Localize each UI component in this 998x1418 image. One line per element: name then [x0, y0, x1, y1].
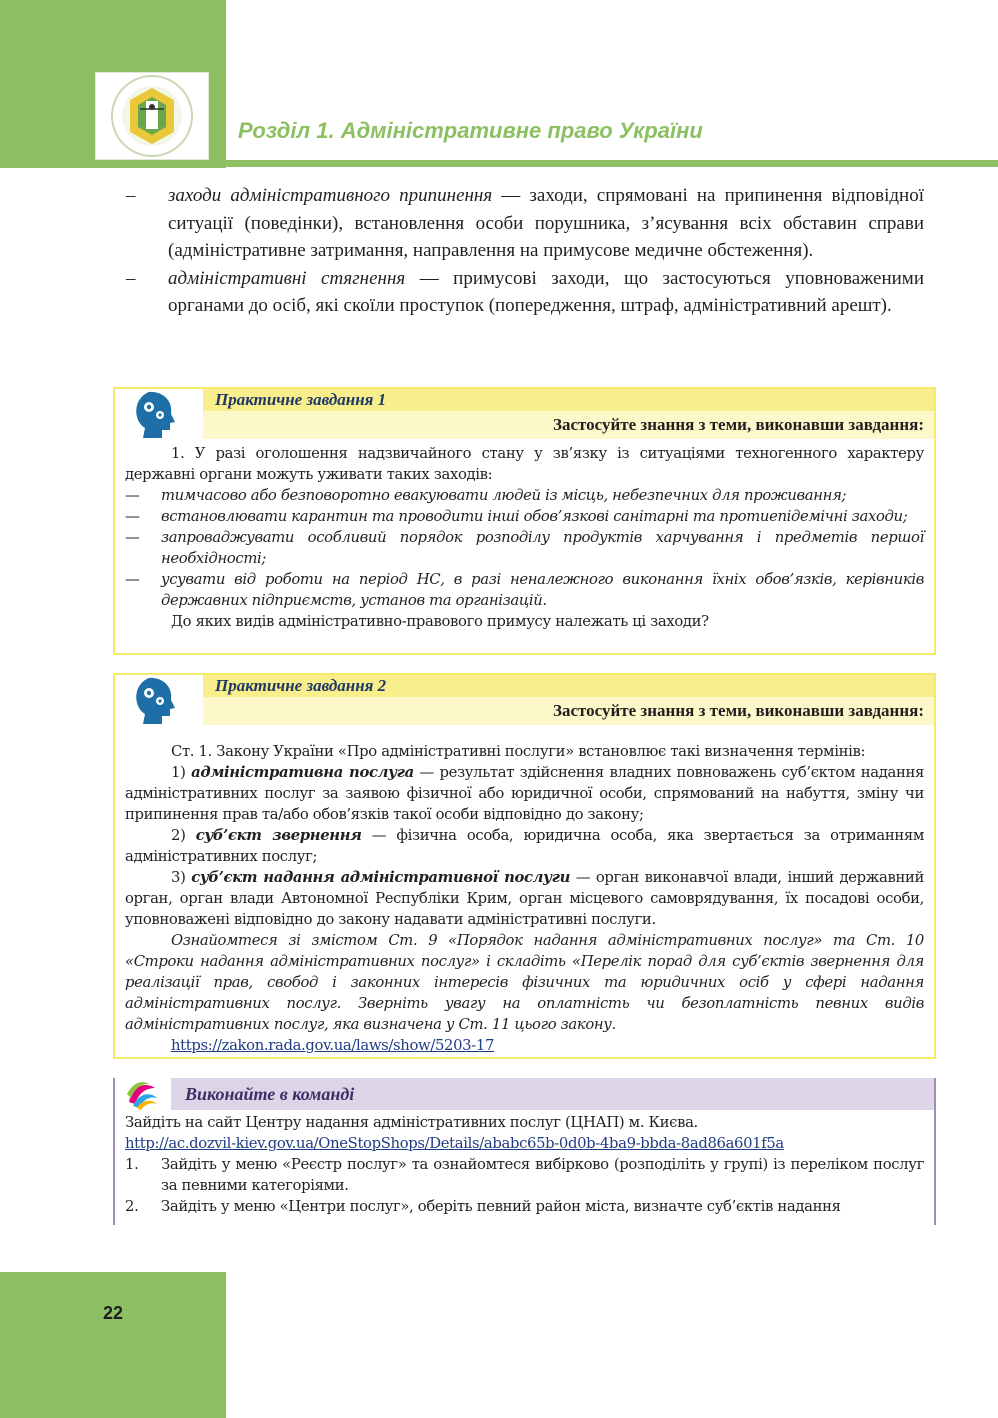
intro-item: – адміністративні стягнення — примусові заходи, що застосуються уповноваженими органами до осіб, які скоїли проступок (попередження, штраф, адміністративний арешт).: [126, 267, 924, 316]
task-paragraph: Ст. 1. Закону України «Про адміністративні послуги» встановлює такі визначення термінів:: [171, 743, 866, 760]
chapter-title: Розділ 1. Адміністративне право України: [238, 118, 703, 143]
practical-task-1: [113, 387, 936, 655]
header-rule: [226, 160, 998, 167]
task-subtitle: Застосуйте знання з теми, виконавши завдання:: [203, 411, 934, 439]
list-item: — тимчасово або безповоротно евакуювати людей із місць, небезпечних для проживання;: [125, 487, 847, 504]
task-question: До яких видів адміністративно-правового примусу належать ці заходи?: [171, 613, 709, 630]
head-gears-icon: [129, 675, 179, 725]
intro-term: адміністративні стягнення: [168, 267, 406, 289]
intro-term: заходи адміністративного припинення: [168, 185, 493, 206]
cnap-link[interactable]: http://ac.dozvil-kiev.gov.ua/OneStopShops/Details/ababc65b-0d0b-4ba9-bbda-8ad86a601f5a: [125, 1135, 784, 1152]
task-title: Практичне завдання 2: [203, 675, 934, 697]
intro-item: – заходи адміністративного припинення — заходи, спрямовані на припинення відповідної ситуації (поведінки), встановлення особи порушника, з’ясування всіх обставин справи (адміністративне затримання, направлення на примусове медичне обстеження).: [126, 185, 924, 261]
list-item: — усувати від роботи на період НС, в разі неналежного виконання їхніх обов’язків, керівників державних підприємств, установ та організацій.: [125, 571, 924, 609]
list-item: — запроваджувати особливий порядок розподілу продуктів харчування і предметів першої необхідності;: [125, 529, 924, 567]
law-link[interactable]: https://zakon.rada.gov.ua/laws/show/5203-17: [171, 1037, 495, 1054]
definition: 2) суб’єкт звернення — фізична особа, юридична особа, яка звертається за отриманням адміністративних послуг;: [125, 827, 924, 865]
head-gears-icon: [129, 389, 179, 439]
list-item: — встановлювати карантин та проводити інші обов’язкові санітарні та протиепідемічні заходи;: [125, 508, 908, 525]
intro-text: — примусові заходи, що застосуються уповноваженими органами до осіб, які скоїли проступок (попередження, штраф, адміністративний арешт).: [168, 267, 924, 316]
team-step: 2. Зайдіть у меню «Центри послуг», оберіть певний район міста, визначте суб’єктів надання: [125, 1198, 841, 1215]
definition: 3) суб’єкт надання адміністративної послуги — орган виконавчої влади, інший державний орган, орган влади Автономної Республіки Крим, орган місцевого самоврядування, їх посадові особи, уповноважені відповідно до закону надавати адміністративні послуги.: [125, 869, 924, 928]
practical-task-2: [113, 673, 936, 1059]
intro-list: [126, 182, 924, 320]
task-title: Практичне завдання 1: [203, 389, 934, 411]
page-number: 22: [102, 1303, 124, 1323]
task-body: [125, 443, 924, 632]
task-body: [125, 741, 924, 1056]
task-subtitle: Застосуйте знання з теми, виконавши завдання:: [203, 697, 934, 725]
team-step: 1. Зайдіть у меню «Реєстр послуг» та ознайомтеся вибірково (розподіліть у групі) із переліком послуг за певними категоріями.: [125, 1156, 924, 1194]
definition: 1) адміністративна послуга — результат здійснення владних повноважень суб’єктом надання адміністративних послуг за заявою фізичної або юридичної особи, спрямований на набуття, зміну чи припинення прав та/або обов’язків такої особи відповідно до закону;: [125, 764, 924, 823]
textbook-logo: [95, 72, 209, 160]
task-intro: 1. У разі оголошення надзвичайного стану у зв’язку із ситуаціями техногенного характеру державні органи можуть уживати таких заходів:: [125, 445, 924, 483]
team-body: [125, 1112, 924, 1217]
team-title: Виконайте в команді: [171, 1078, 934, 1110]
team-intro: Зайдіть на сайт Центру надання адміністративних послуг (ЦНАП) м. Києва.: [125, 1114, 698, 1131]
team-ribbon-icon: [123, 1078, 161, 1110]
task-assignment: Ознайомтеся зі змістом Ст. 9 «Порядок надання адміністративних послуг» та Ст. 10 «Строки надання адміністративних послуг» і складіть «Перелік порад для суб’єктів звернення для реалізації прав, свобод і законних інтересів фізичних та юридичних осіб у сфері надання адміністративних послуг. Зверніть увагу на оплатність чи безоплатність певних видів адміністративних послуг, яка визначена у Ст. 11 цього закону.: [125, 932, 924, 1033]
intro-text: — заходи, спрямовані на припинення відповідної ситуації (поведінки), встановлення особи порушника, з’ясування всіх обставин справи (адміністративне затримання, направлення на примусове медичне обстеження).: [168, 185, 924, 261]
team-task: [113, 1078, 936, 1225]
footer-band: [0, 1272, 226, 1418]
